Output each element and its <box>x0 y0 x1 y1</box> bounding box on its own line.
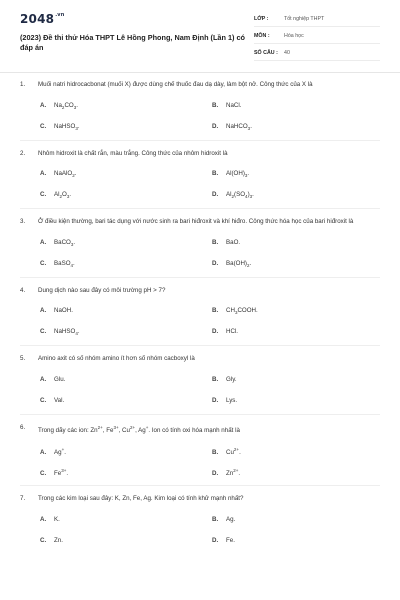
option-label: A. <box>40 307 47 314</box>
question-number: 4. <box>20 286 26 294</box>
option-label: C. <box>40 191 47 198</box>
option-label: B. <box>212 170 219 177</box>
question-item <box>0 286 400 346</box>
option-label: C. <box>40 328 47 335</box>
meta-value: Hóa học <box>284 33 304 39</box>
option-label: C. <box>40 122 47 130</box>
answer-option[interactable] <box>212 397 237 404</box>
exam-title: (2023) Đề thi thử Hóa THPT Lê Hồng Phong, Nam Định (Lần 1) có đáp án <box>20 33 246 52</box>
option-label: C. <box>40 259 47 267</box>
option-text: $Na_2CO_3$. <box>54 101 78 110</box>
site-logo[interactable] <box>20 12 65 26</box>
answer-option[interactable] <box>212 102 241 109</box>
question-text <box>20 80 380 90</box>
meta-value: Tốt nghiệp THPT <box>284 16 325 22</box>
option-label: B. <box>212 375 219 383</box>
option-text: $Fe^{3+}$. <box>54 468 69 478</box>
answer-option[interactable] <box>40 307 73 314</box>
option-text: K. <box>54 515 60 523</box>
question-item <box>0 80 400 140</box>
answer-option[interactable] <box>212 307 258 315</box>
option-text: $Al(OH)_3$. <box>226 170 250 179</box>
question-item <box>0 423 400 486</box>
question-item <box>0 149 400 209</box>
option-label: C. <box>40 396 47 404</box>
meta-row-count <box>254 47 380 61</box>
meta-row-class <box>254 13 380 27</box>
question-number: 7. <box>20 495 26 503</box>
option-label: A. <box>40 101 47 109</box>
option-text: NaHSO$_4$. <box>54 328 80 337</box>
option-label: B. <box>212 238 219 246</box>
meta-value: 40 <box>284 50 290 56</box>
meta-key: MÔN : <box>254 33 270 39</box>
answer-option[interactable] <box>40 170 76 178</box>
question-number: 1. <box>20 81 26 88</box>
option-label: A. <box>40 170 47 177</box>
answer-option[interactable] <box>212 447 241 456</box>
answer-option[interactable] <box>212 239 240 246</box>
option-label: D. <box>212 536 219 544</box>
question-body: Trong các kim loại sau đây: K, Zn, Fe, Ag. Kim loại có tính khử mạnh nhất? <box>38 495 244 503</box>
answer-options <box>20 227 380 277</box>
option-text: BaSO$_4$. <box>54 259 75 268</box>
answer-option[interactable] <box>40 376 65 383</box>
question-body: Ở điều kiện thường, bari tác dụng với nước sinh ra bari hiđroxit và khí hiđro. Công thức hóa học của bari hiđroxit là <box>38 218 354 225</box>
option-text: Fe. <box>226 536 235 544</box>
option-text: BaO. <box>226 238 241 246</box>
question-body: Nhôm hidroxit là chất rắn, màu trắng. Công thức của nhôm hidroxit là <box>38 149 228 157</box>
question-body: Amino axit có số nhóm amino ít hơn số nhóm cacboxyl là <box>38 355 195 362</box>
option-text: NaAlO$_2$. <box>54 170 77 179</box>
answer-option[interactable] <box>212 516 235 523</box>
logo-suffix: .vn <box>55 12 65 18</box>
option-text: Val. <box>54 396 65 404</box>
option-text: Ag+. <box>54 447 66 457</box>
question-number: 2. <box>20 149 26 157</box>
exam-header <box>0 0 400 73</box>
question-divider <box>20 140 380 141</box>
option-label: C. <box>40 470 47 478</box>
question-divider <box>20 414 380 415</box>
question-divider <box>20 277 380 278</box>
question-text <box>20 149 380 159</box>
option-label: A. <box>40 375 47 383</box>
answer-option[interactable] <box>212 260 251 268</box>
option-label: D. <box>212 122 219 130</box>
logo-text: 2048 <box>20 12 55 26</box>
option-text: NaCl. <box>226 101 242 109</box>
answer-option[interactable] <box>40 468 68 477</box>
option-text: $Ba(OH)_2$. <box>226 259 252 268</box>
meta-key: LỚP : <box>254 16 269 22</box>
answer-option[interactable] <box>40 123 80 131</box>
exam-meta <box>254 13 380 64</box>
option-text: Lys. <box>226 396 238 404</box>
meta-key: SỐ CÂU : <box>254 50 278 56</box>
answer-option[interactable] <box>40 260 75 268</box>
question-text <box>20 354 380 364</box>
answer-option[interactable] <box>40 516 60 523</box>
option-text: $Zn^{2+}$. <box>226 468 241 478</box>
question-list <box>0 80 400 554</box>
answer-option[interactable] <box>212 328 238 335</box>
option-text: BaCO$_3$. <box>54 238 76 247</box>
answer-options <box>20 90 380 140</box>
question-body: Trong dãy các ion: $Zn^{2+}$, $Fe^{3+}$, $Cu^{2+}$, Ag+. Ion có tính oxi hóa mạnh nhất là <box>38 424 240 434</box>
answer-options <box>20 435 380 485</box>
answer-option[interactable] <box>40 397 64 404</box>
option-text: NaHCO$_3$. <box>226 122 252 131</box>
option-text: Gly. <box>226 375 237 383</box>
question-number: 3. <box>20 218 26 225</box>
meta-row-subject <box>254 30 380 44</box>
question-number: 5. <box>20 355 26 362</box>
answer-option[interactable] <box>40 447 66 456</box>
answer-option[interactable] <box>212 537 235 544</box>
question-divider <box>20 345 380 346</box>
question-body: Dung dịch nào sau đây có môi trường pH > 7? <box>38 286 166 294</box>
option-text: $Al_2(SO_4)_3$. <box>226 191 254 200</box>
option-text: NaOH. <box>54 307 73 314</box>
option-text: Zn. <box>54 536 63 544</box>
option-label: D. <box>212 396 219 404</box>
answer-option[interactable] <box>212 376 237 383</box>
answer-options <box>20 158 380 208</box>
option-text: $CH_3COOH$. <box>226 307 258 316</box>
question-text <box>20 494 380 504</box>
question-divider <box>20 485 380 486</box>
option-label: D. <box>212 328 219 335</box>
option-label: A. <box>40 238 47 246</box>
option-label: B. <box>212 101 219 109</box>
question-text <box>20 423 380 436</box>
option-label: B. <box>212 449 219 457</box>
answer-option[interactable] <box>40 239 75 247</box>
answer-option[interactable] <box>212 191 254 199</box>
answer-options <box>20 295 380 345</box>
option-label: D. <box>212 470 219 478</box>
answer-option[interactable] <box>40 537 63 544</box>
answer-options <box>20 504 380 554</box>
option-text: HCl. <box>226 328 239 335</box>
answer-options <box>20 364 380 414</box>
question-item <box>0 494 400 554</box>
option-label: B. <box>212 307 219 314</box>
question-item <box>0 354 400 414</box>
question-text <box>20 217 380 227</box>
question-text <box>20 286 380 296</box>
question-divider <box>20 208 380 209</box>
option-label: D. <box>212 259 219 267</box>
answer-option[interactable] <box>40 328 80 336</box>
option-text: Glu. <box>54 375 66 383</box>
answer-option[interactable] <box>40 102 78 110</box>
question-item <box>0 217 400 277</box>
option-text: $Cu^{2+}$. <box>226 447 241 457</box>
question-body: Muối natri hidrocacbonat (muối X) được dùng chế thuốc đau dạ dày, làm bột nở. Công thức của X là <box>38 81 313 88</box>
option-text: NaHSO$_3$. <box>54 122 80 131</box>
answer-option[interactable] <box>212 170 249 178</box>
option-text: $Al_2O_3$. <box>54 191 72 200</box>
option-label: A. <box>40 449 47 457</box>
option-label: B. <box>212 515 219 523</box>
option-label: D. <box>212 191 219 198</box>
answer-option[interactable] <box>212 468 240 477</box>
question-number: 6. <box>20 423 26 431</box>
answer-option[interactable] <box>40 191 71 199</box>
option-label: C. <box>40 536 47 544</box>
option-label: A. <box>40 515 47 523</box>
option-text: Ag. <box>226 515 236 523</box>
answer-option[interactable] <box>212 123 252 131</box>
